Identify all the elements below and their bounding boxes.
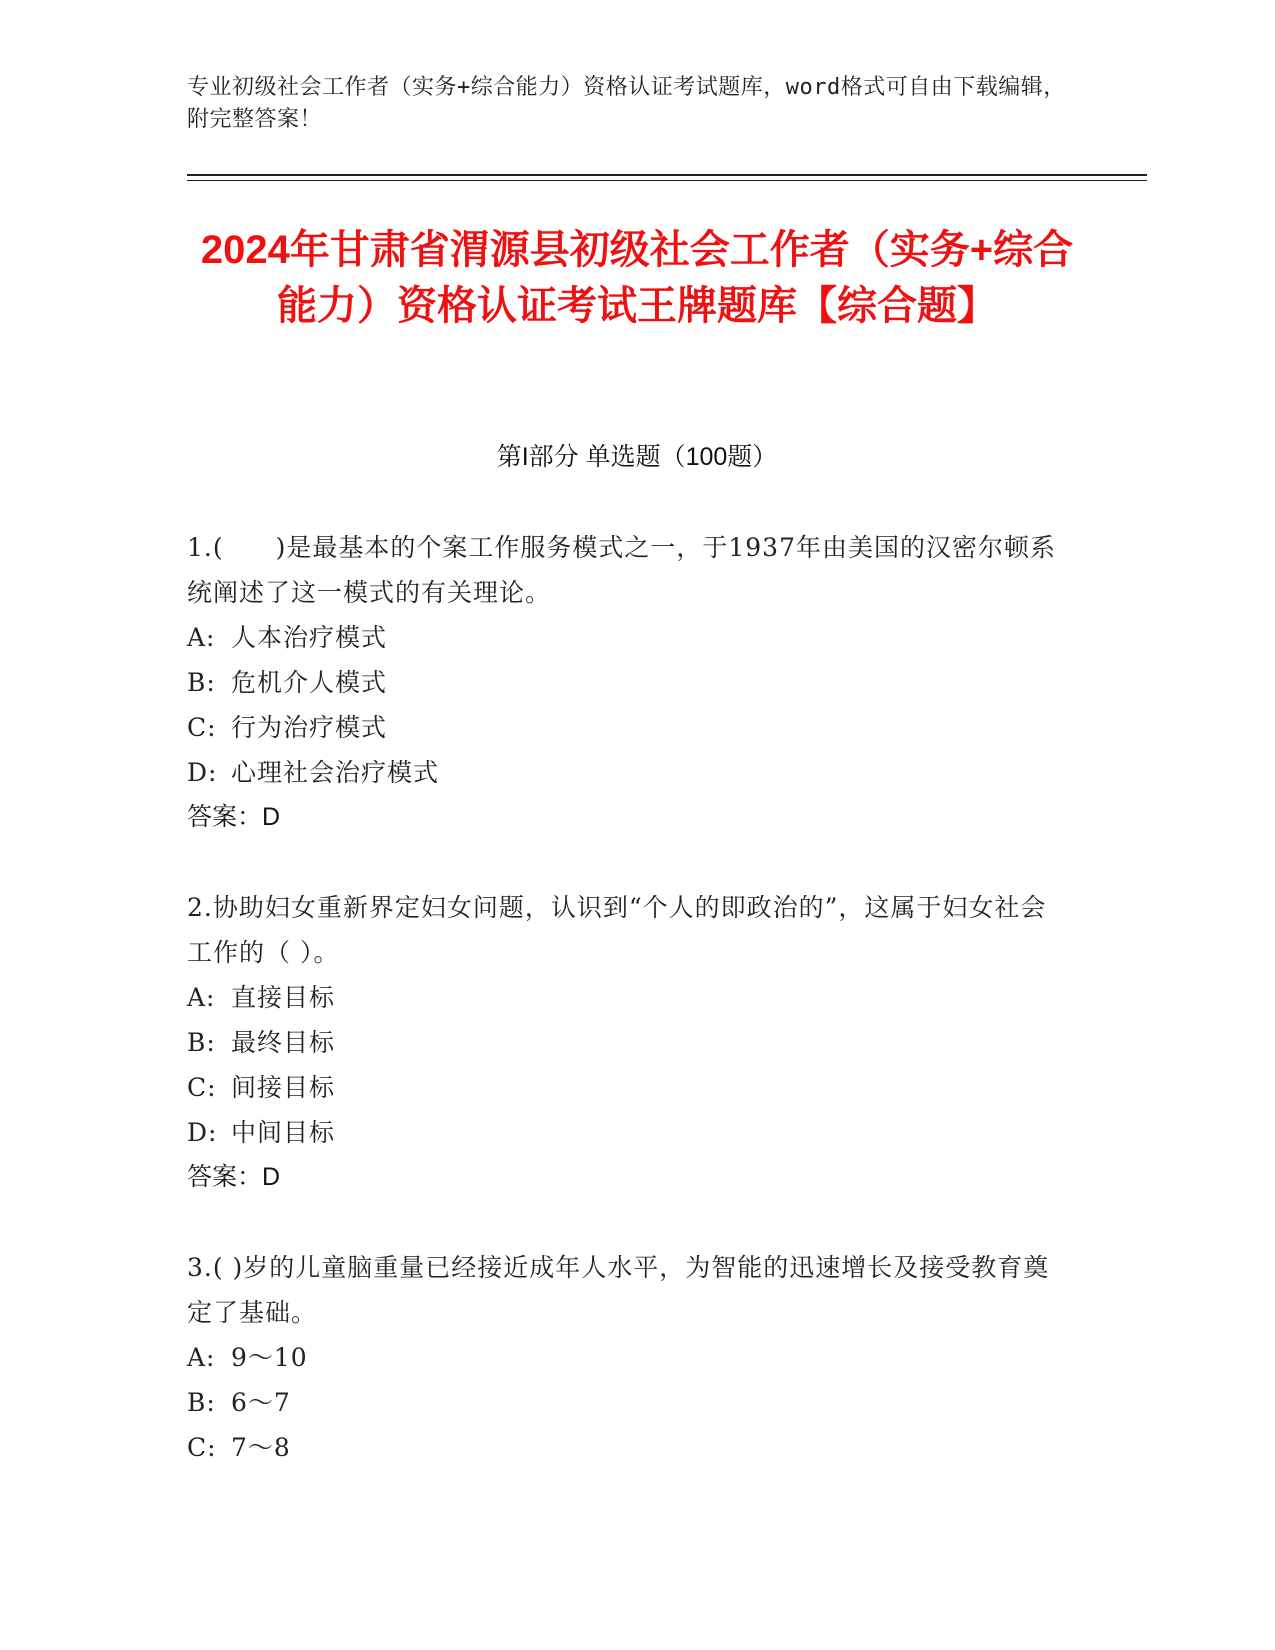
option-b	[187, 660, 1067, 705]
option-c	[187, 1065, 1067, 1110]
option-letter: B:	[187, 1388, 216, 1417]
question-1	[187, 525, 1067, 840]
option-a	[187, 615, 1067, 660]
option-letter: C:	[187, 1073, 217, 1102]
option-text: 人本治疗模式	[231, 623, 388, 652]
option-text: 6～7	[231, 1388, 291, 1417]
option-a	[187, 975, 1067, 1020]
answer-line: 答案：D	[187, 803, 281, 831]
option-text: 危机介人模式	[231, 668, 388, 697]
option-text: 直接目标	[231, 983, 336, 1012]
answer-line: 答案：D	[187, 1163, 281, 1191]
option-a	[187, 1335, 1067, 1380]
option-b	[187, 1020, 1067, 1065]
question-2	[187, 885, 1067, 1200]
document-title: 2024年甘肃省渭源县初级社会工作者（实务+综合能力）资格认证考试王牌题库【综合题】	[200, 228, 1074, 328]
option-text: 7～8	[231, 1433, 291, 1462]
option-b	[187, 1380, 1067, 1425]
header-note: 专业初级社会工作者（实务+综合能力）资格认证考试题库，word格式可自由下载编辑，附完整答案！	[187, 75, 1066, 132]
option-text: 心理社会治疗模式	[231, 758, 440, 787]
option-d	[187, 1110, 1067, 1155]
section-title: 第I部分 单选题（100题）	[496, 443, 778, 471]
option-text: 9～10	[231, 1343, 308, 1372]
option-c	[187, 1425, 1067, 1470]
option-letter: D:	[187, 1118, 218, 1147]
option-letter: B:	[187, 1028, 216, 1057]
option-letter: A:	[187, 1343, 216, 1372]
option-letter: C:	[187, 713, 217, 742]
question-stem: 1.( )是最基本的个案工作服务模式之一，于1937年由美国的汉密尔顿系统阐述了这一模式的有关理论。	[187, 533, 1056, 607]
option-text: 中间目标	[231, 1118, 336, 1147]
option-c	[187, 705, 1067, 750]
option-text: 最终目标	[231, 1028, 336, 1057]
question-3	[187, 1245, 1067, 1470]
option-text: 间接目标	[231, 1073, 336, 1102]
option-text: 行为治疗模式	[231, 713, 388, 742]
question-stem: 3.( )岁的儿童脑重量已经接近成年人水平，为智能的迅速增长及接受教育奠定了基础。	[187, 1253, 1050, 1327]
option-letter: C:	[187, 1433, 217, 1462]
option-d	[187, 750, 1067, 795]
option-letter: A:	[187, 983, 216, 1012]
header-divider-thick	[187, 174, 1147, 176]
option-letter: D:	[187, 758, 218, 787]
question-stem: 2.协助妇女重新界定妇女问题，认识到“个人的即政治的”，这属于妇女社会工作的（ ）。	[187, 893, 1047, 967]
option-letter: A:	[187, 623, 216, 652]
header-divider-thin	[187, 180, 1147, 181]
option-letter: B:	[187, 668, 216, 697]
